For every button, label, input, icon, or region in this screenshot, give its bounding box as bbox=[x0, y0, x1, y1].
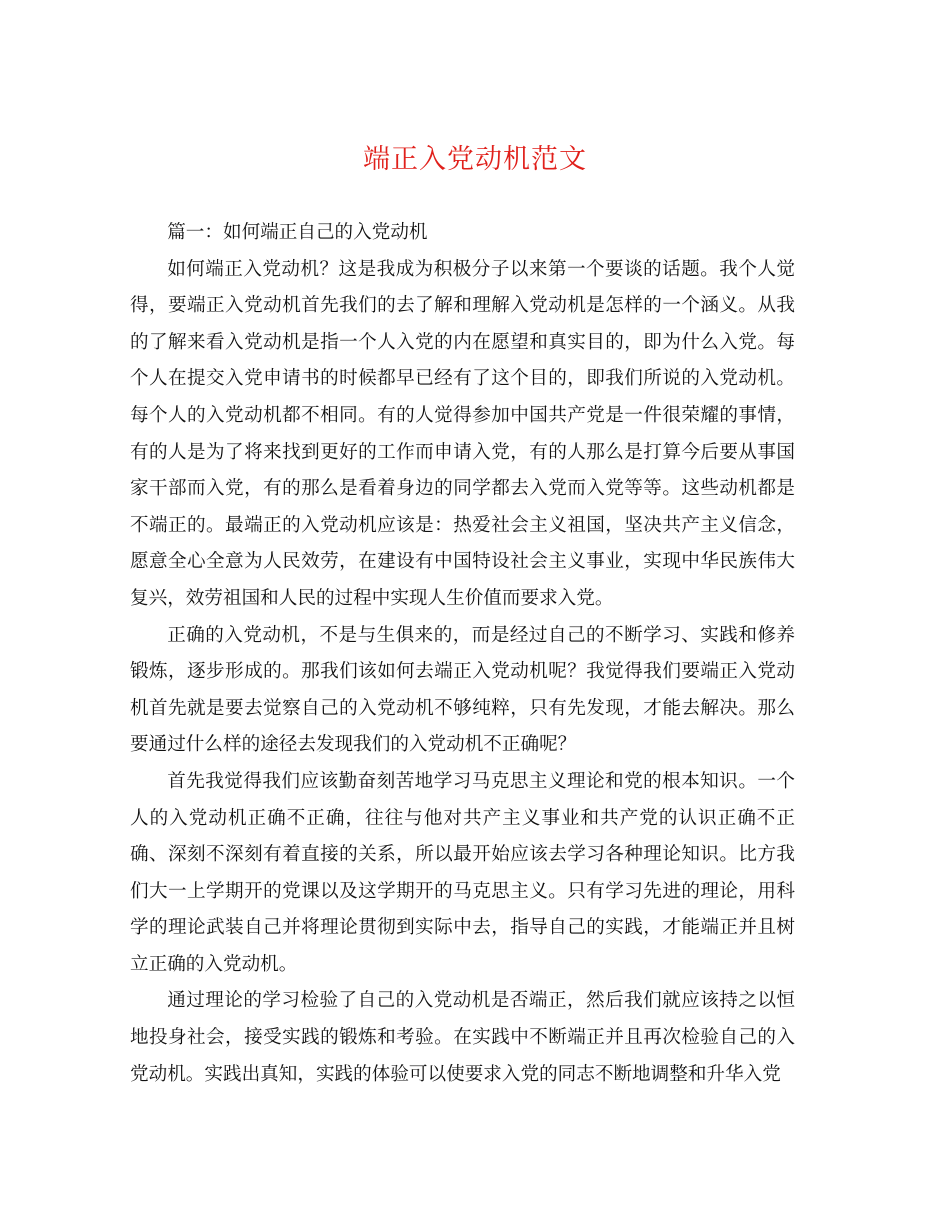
document-body bbox=[130, 215, 795, 1093]
paragraph-4: 通过理论的学习检验了自己的入党动机是否端正，然后我们就应该持之以恒地投身社会，接受实践的锻炼和考验。在实践中不断端正并且再次检验自己的入党动机。实践出真知，实践的体验可以使要求入党的同志不断地调整和升华入党 bbox=[130, 990, 795, 1085]
section-heading: 篇一：如何端正自己的入党动机 bbox=[167, 222, 428, 243]
paragraph-3: 首先我觉得我们应该勤奋刻苦地学习马克思主义理论和党的根本知识。一个人的入党动机正确不正确，往往与他对共产主义事业和共产党的认识正确不正确、深刻不深刻有着直接的关系，所以最开始应该去学习各种理论知识。比方我们大一上学期开的党课以及这学期开的马克思主义。只有学习先进的理论，用科学的理论武装自己并将理论贯彻到实际中去，指导自己的实践，才能端正并且树立正确的入党动机。 bbox=[130, 770, 795, 975]
paragraph-2: 正确的入党动机，不是与生俱来的，而是经过自己的不断学习、实践和修养锻炼，逐步形成的。那我们该如何去端正入党动机呢？我觉得我们要端正入党动机首先就是要去觉察自己的入党动机不够纯粹，只有先发现，才能去解决。那么要通过什么样的途径去发现我们的入党动机不正确呢？ bbox=[130, 624, 795, 756]
paragraph-1: 如何端正入党动机？这是我成为积极分子以来第一个要谈的话题。我个人觉得，要端正入党动机首先我们的去了解和理解入党动机是怎样的一个涵义。从我的了解来看入党动机是指一个人入党的内在愿望和真实目的，即为什么入党。每个人在提交入党申请书的时候都早已经有了这个目的，即我们所说的入党动机。每个人的入党动机都不相同。有的人觉得参加中国共产党是一件很荣耀的事情，有的人是为了将来找到更好的工作而申请入党，有的人那么是打算今后要从事国家干部而入党，有的那么是看着身边的同学都去入党而入党等等。这些动机都是不端正的。最端正的入党动机应该是：热爱社会主义祖国，坚决共产主义信念，愿意全心全意为人民效劳，在建设有中国特设社会主义事业，实现中华民族伟大复兴，效劳祖国和人民的过程中实现人生价值而要求入党。 bbox=[130, 258, 795, 609]
document-title: 端正入党动机范文 bbox=[363, 144, 587, 175]
